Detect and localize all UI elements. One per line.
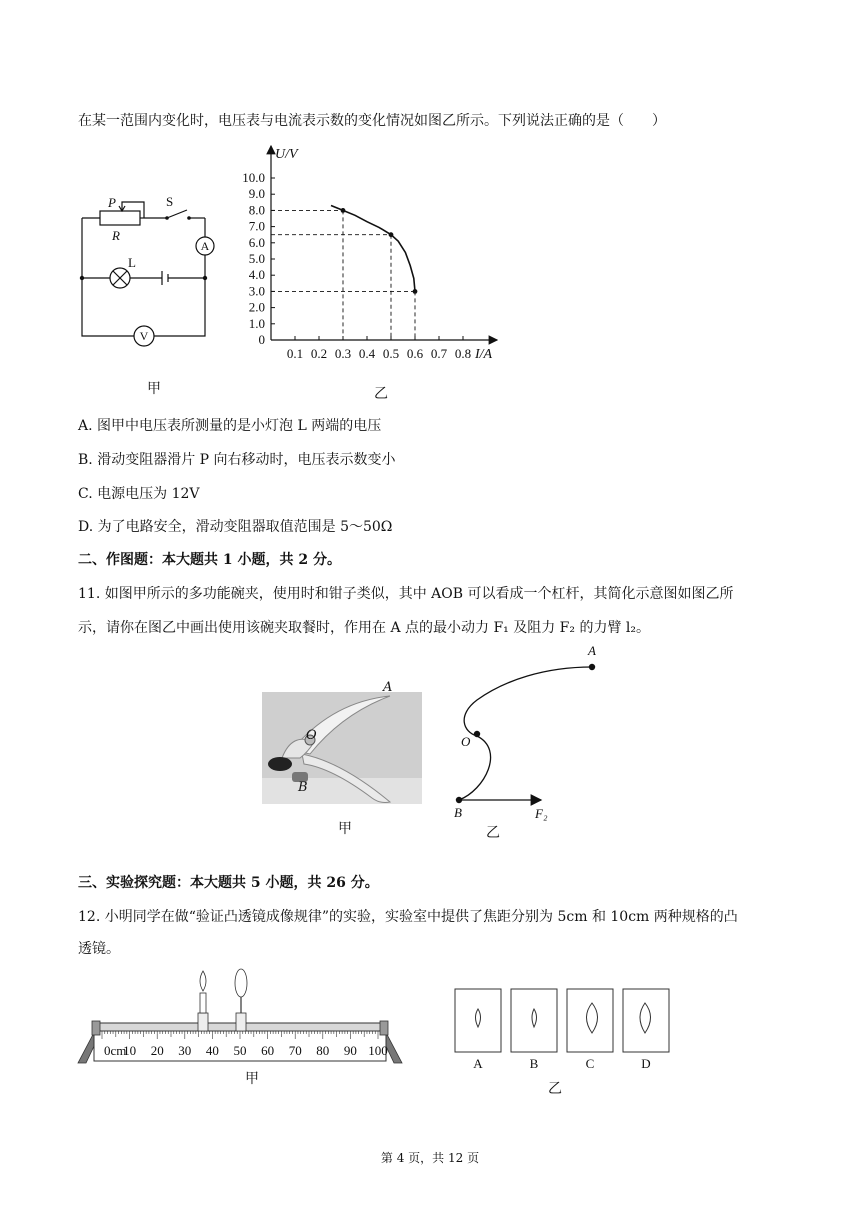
diagram-label-f2: F₂ xyxy=(535,806,548,821)
chart-caption: 乙 xyxy=(374,386,388,402)
y-tick-label: 8.0 xyxy=(248,202,265,218)
ruler-label: 20 xyxy=(150,1043,164,1058)
label-l: L xyxy=(128,255,136,270)
optical-bench xyxy=(76,965,406,1075)
ruler-label: 0cm xyxy=(104,1043,127,1058)
y-tick-label: 3.0 xyxy=(248,283,265,299)
photo-label-o: O xyxy=(306,728,317,743)
q10-text: 在某一范围内变化时，电压表与电流表示数的变化情况如图乙所示。下列说法正确的是（ ） xyxy=(78,113,666,129)
option-a: A. 图甲中电压表所测量的是小灯泡 L 两端的电压 xyxy=(78,418,382,434)
y-tick-label: 9.0 xyxy=(248,186,265,202)
diagram-caption: 乙 xyxy=(486,825,500,841)
label-r: R xyxy=(112,228,120,243)
diagram-label-o: O xyxy=(461,734,471,749)
bench-caption: 甲 xyxy=(245,1071,259,1087)
y-tick-label: 6.0 xyxy=(248,234,265,250)
diagram-label-a: A xyxy=(588,643,596,658)
option-c: C. 电源电压为 12V xyxy=(78,486,200,502)
bowl-clip-photo xyxy=(262,680,422,804)
image-label-a: A xyxy=(473,1056,483,1071)
label-s: S xyxy=(166,194,174,209)
q11-line1: 11. 如图甲所示的多功能碗夹，使用时和钳子类似，其中 AOB 可以看成一个杠杆，其简化示意图如图乙所 xyxy=(78,586,734,602)
image-label-b: B xyxy=(529,1056,539,1071)
data-point xyxy=(413,289,418,294)
x-axis-label: I/A xyxy=(475,347,493,362)
data-point xyxy=(389,232,394,237)
x-tick-label: 0.2 xyxy=(310,346,328,361)
ruler-label: 70 xyxy=(288,1043,302,1058)
diagram-label-b: B xyxy=(454,805,462,820)
ruler-label: 30 xyxy=(178,1043,192,1058)
photo-label-a: A xyxy=(383,680,393,695)
page-footer: 第 4 页，共 12 页 xyxy=(380,1151,480,1165)
photo-caption: 甲 xyxy=(338,821,352,837)
section2-title: 二、作图题：本大题共 1 小题，共 2 分。 xyxy=(78,552,341,568)
y-tick-label: 5.0 xyxy=(248,251,265,266)
photo-label-b: B xyxy=(298,780,308,795)
ammeter-label: A xyxy=(200,239,210,253)
voltmeter-label: V xyxy=(139,329,149,343)
y-tick-label: 4.0 xyxy=(248,267,265,283)
circuit-caption: 甲 xyxy=(147,381,161,397)
point-o xyxy=(474,731,480,737)
ruler-label: 80 xyxy=(316,1043,330,1058)
point-b xyxy=(456,797,462,803)
ruler-label: 10 xyxy=(123,1043,137,1058)
q12-line2: 透镜。 xyxy=(78,941,120,957)
image-options xyxy=(452,985,674,1075)
option-b: B. 滑动变阻器滑片 P 向右移动时，电压表示数变小 xyxy=(78,452,396,468)
section3-title: 三、实验探究题：本大题共 5 小题，共 26 分。 xyxy=(78,875,379,891)
circuit-diagram xyxy=(72,188,222,358)
u-i-curve xyxy=(331,206,415,292)
ui-chart xyxy=(225,140,510,370)
ruler-label: 50 xyxy=(233,1043,247,1058)
x-tick-label: 0.3 xyxy=(334,346,352,361)
ruler-label: 90 xyxy=(343,1043,357,1058)
image-caption: 乙 xyxy=(548,1081,562,1097)
y-axis-label: U/V xyxy=(275,147,298,162)
point-a xyxy=(589,664,595,670)
ruler-label: 100 xyxy=(368,1043,388,1058)
y-tick-label: 0 xyxy=(258,332,265,347)
x-tick-label: 0.6 xyxy=(406,346,424,361)
label-p: P xyxy=(108,195,116,210)
x-tick-label: 0.4 xyxy=(358,346,376,361)
y-tick-label: 2.0 xyxy=(248,299,265,315)
y-tick-label: 10.0 xyxy=(242,170,265,185)
lever-diagram xyxy=(445,640,615,840)
option-d: D. 为了电路安全，滑动变阻器取值范围是 5～50Ω xyxy=(78,519,393,535)
ruler-label: 60 xyxy=(261,1043,275,1058)
data-point xyxy=(341,208,346,213)
x-tick-label: 0.1 xyxy=(286,346,304,361)
ruler-label: 40 xyxy=(205,1043,219,1058)
x-tick-label: 0.5 xyxy=(382,346,400,361)
y-tick-label: 7.0 xyxy=(248,218,265,234)
y-tick-label: 1.0 xyxy=(248,315,265,331)
image-label-d: D xyxy=(641,1056,651,1071)
x-tick-label: 0.7 xyxy=(430,346,448,361)
x-tick-label: 0.8 xyxy=(454,346,472,361)
image-label-c: C xyxy=(585,1056,595,1071)
q12-line1: 12. 小明同学在做“验证凸透镜成像规律”的实验，实验室中提供了焦距分别为 5cm 和 10cm 两种规格的凸 xyxy=(78,909,738,925)
q11-line2: 示，请你在图乙中画出使用该碗夹取餐时，作用在 A 点的最小动力 F₁ 及阻力 F₂ 的力臂 l₂。 xyxy=(78,620,651,636)
